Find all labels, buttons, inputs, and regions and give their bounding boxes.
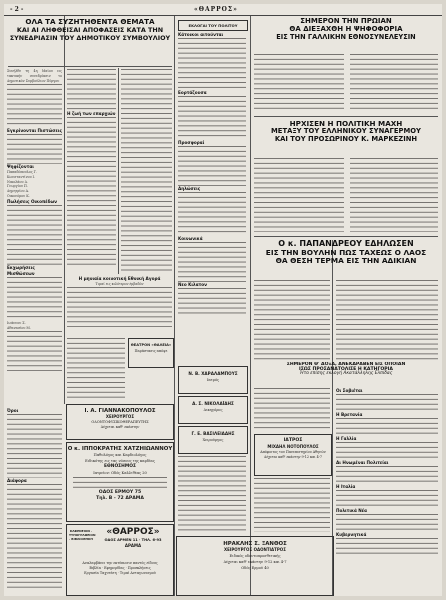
page-number: - 2 - [10, 6, 24, 13]
headline-line: Ο κ. ΠΑΠΑΝΔΡΕΟΥ ΕΔΗΛΩΣΕΝ [278, 240, 414, 248]
article-text-block [178, 456, 246, 532]
headline-line: ΣΗΜΕΡΟΝ Θ' ΔΟΞΑ, ΑΝΕΚΔΡΑΒΕΝ ΕΙΣ ΟΠΟΙΑΝ [286, 362, 406, 367]
masthead [4, 4, 442, 16]
citizen-box [178, 20, 248, 31]
ad-line: Παθολόγος και Καρδιολόγος [93, 453, 147, 457]
ad-line: Βιβλία · Εφημερίδας · Προσκλήσεις [89, 566, 151, 570]
market-title: Η μηνιαία κοινοτική Εθνική Αγορά [78, 276, 161, 281]
article-text-block [336, 514, 438, 532]
article-subhead: Πολιτικά Νέα [336, 508, 367, 513]
article-subhead: Η Βρετανία [336, 412, 363, 417]
ad-title: Ο κ. ΙΠΠΟΚΡΑΤΗΣ ΧΑΤΖΗΙΩΑΝΝΟΥ [67, 446, 173, 452]
ad-title: Ν. Β. ΧΑΡΑΛΑΜΠΟΥΣ [188, 371, 238, 376]
headline-line: ΕΙΣ ΤΗΝ ΓΑΛΛΙΚΗΝ ΕΘΝΟΣΥΝΕΛΕΥΣΙΝ [276, 32, 416, 41]
newspaper-name: «ΘΑΡΡΟΣ» [194, 6, 238, 13]
ad-text: Ιατρός [206, 378, 220, 382]
professional-ad-2 [178, 396, 248, 424]
ad-line: Δέχεται καθ' εκάστην 9-12 και 4-7 [223, 560, 287, 564]
ad-text: Δικηγόρος [203, 408, 223, 412]
ad-title: ΘΕΑΤΡΟΝ «ΘΑΛΕΙΑ» [130, 343, 172, 347]
ad-title: Γ. Ε. ΒΑΣΙΛΕΙΑΔΗΣ [191, 431, 235, 436]
box-title: ΕΚΛΟΓΑΙ ΤΟΥ ΠΟΛΙΤΟΥ [188, 23, 238, 28]
doctor-ad-chatzioannou [66, 442, 174, 522]
professional-ad-1 [178, 366, 248, 394]
ad-title: ΗΡΑΚΛΗΣ Σ. ΞΑΝΘΟΣ [223, 541, 287, 547]
second-column [67, 69, 116, 274]
headline-line: ΘΑ ΘΕΣΗ ΤΕΡΜΑ ΕΙΣ ΤΗΝ ΑΔΙΚΙΑΝ [275, 256, 417, 266]
headline-line: ΙΣΩΣ ΠΡΟΣΑΝΑΤΟΛΙΣΕ Η ΚΑΤΗΓΟΡΙΑ [299, 367, 393, 373]
ad-line: Αναλαμβάνει την εκτύπωσιν παντός είδους [82, 561, 158, 565]
ad-title: ΙΑΤΡΟΣ [283, 438, 303, 443]
article-subhead: Νεο Κιλατον [178, 282, 207, 287]
article-text-block [254, 158, 344, 232]
article-text-block [178, 38, 246, 90]
headline-sub: Ήτο επίσης εκλογή Ακατάλληλης Ελπίδας [299, 371, 393, 377]
article-subhead: Προσφοραί [178, 140, 205, 145]
article-text-block [7, 277, 62, 321]
dentist-ad-xanthos [176, 536, 334, 596]
professional-ad-3 [178, 426, 248, 454]
assembly-vote-body [254, 54, 438, 114]
ad-line: ΕΘΝΟΣΗΜΟΣ [104, 464, 136, 469]
printing-shop-ad [66, 524, 174, 596]
second-column-lower [67, 338, 125, 400]
doctor-ad-notopoulos [254, 434, 332, 476]
list-item: Παπαδόπουλος Γ. [7, 169, 37, 174]
article-subhead: Αι Ηνωμέναι Πολιτείαι [336, 460, 389, 465]
ad-line: Ιατρείον: Οδός Καλλιθέας 20 [93, 471, 147, 475]
list-item: Νικολάου Δ. [7, 179, 29, 184]
headline-line: ΘΑ ΔΙΕΞΑΧΘΗ Η ΨΗΦΟΦΟΡΙΑ [289, 24, 403, 33]
article-subhead: Δηλώσεις [178, 186, 201, 191]
ad-line: Τηλ. Β - 72 ΔΡΑΜΑ [96, 496, 144, 501]
article-subhead: Κοινωνικά [178, 236, 203, 241]
article-subhead: Εγκρίνονται Πιστώσεις [7, 127, 62, 133]
article-text-block [7, 134, 62, 164]
ad-line: Δέχεται καθ' εκάστην [100, 424, 140, 429]
political-battle-headline [254, 120, 438, 156]
article-text-block [7, 331, 62, 371]
papandreou-body-left [254, 280, 330, 360]
column-rule [250, 16, 251, 596]
ad-line: Ειδικότης εις τας νόσους της καρδίας [85, 459, 155, 463]
article-intro: Συνήλθε τη 4η Μαΐου εις τακτικήν συνεδρίασιν το Δημοτικόν Συμβούλιον Πύργου [7, 69, 62, 83]
article-text-block [336, 394, 438, 412]
article-text-block [254, 478, 330, 532]
ad-line: Απόφοιτος του Πανεπιστημίου Αθηνών [260, 450, 326, 454]
article-text-block [254, 280, 330, 360]
article-text-block [7, 414, 62, 478]
headline-line: ΚΑΙ ΑΙ ΛΗΦΘΕΙΣΑΙ ΑΠΟΦΑΣΕΙΣ ΚΑΤΑ ΤΗΝ [16, 26, 164, 35]
ad-text: Παράστασις απόψε [134, 349, 168, 353]
news-column-3 [178, 32, 246, 362]
article-subhead: Εορτάζουσα [178, 90, 207, 95]
list-item: Κωνσταντίνου Ι. [7, 174, 35, 179]
price-table [67, 287, 172, 327]
headline-line: ΗΡΧΙΣΕΝ Η ΠΟΛΙΤΙΚΗ ΜΑΧΗ [289, 120, 403, 128]
political-battle-body [254, 158, 438, 234]
article-text-block [67, 117, 116, 267]
column-rule [174, 16, 175, 596]
section-rule [254, 236, 438, 237]
list-item: Δημητρίου Α. [7, 189, 29, 194]
headline-line: ΚΑΙ ΤΟΥ ΠΡΟΣΩΡΙΝΟΥ Κ. ΜΑΡΚΕΖΙΝΗ [274, 134, 418, 143]
headline-rule [8, 66, 172, 67]
ad-line: Ειδικός οδοντοπροσθετικής [229, 554, 281, 558]
ad-line: ΟΔΟΣ ΕΡΜΟΥ 75 [98, 490, 142, 495]
ad-title: Α. Σ. ΝΙΚΟΛΑΪΔΗΣ [192, 401, 234, 406]
news-column-3-lower [178, 456, 246, 532]
article-text-block [121, 69, 172, 274]
article-text-block [178, 242, 246, 282]
article-text-block [7, 484, 62, 588]
list-item: Οικονόμου Κ. [7, 194, 30, 199]
article-text-block [178, 146, 246, 186]
article-subhead: Κάτοικοι αιτούνται [178, 32, 224, 37]
article-subhead: Ψηφίζονται [7, 163, 34, 169]
article-text-block [350, 158, 438, 232]
article-text-block [336, 280, 438, 360]
section-rule [254, 116, 438, 117]
headline-line: ΣΥΝΕΔΡΙΑΣΙΝ ΤΟΥ ΔΗΜΟΤΙΚΟΥ ΣΥΜΒΟΥΛΙΟΥ [9, 34, 171, 43]
article-text-block [254, 388, 330, 432]
assembly-vote-headline [254, 18, 438, 52]
article-text-block [178, 288, 246, 316]
article-subhead: Οι Σοβιέται [336, 388, 363, 393]
article-subhead: Η Γαλλία [336, 436, 357, 441]
market-subtitle: Τιμαί εις κιλότερον έμβαδόν [95, 282, 144, 286]
right-lower-right-column [336, 388, 438, 594]
article-text-block [336, 538, 438, 554]
headline-line: ΕΙΣ ΤΗΝ ΒΟΥΛΗΝ ΠΩΣ ΤΑΧΕΩΣ Ο ΛΑΟΣ [265, 247, 427, 257]
article-text-block [336, 418, 438, 436]
article-text-block [178, 192, 246, 236]
article-subhead: Η Ιταλία [336, 484, 356, 489]
papandreou-body-right [336, 280, 438, 360]
article-subhead: Η ζωή των επαρχιών [67, 111, 116, 116]
list-item: Ιωάννου Σ. [7, 321, 26, 326]
ad-city: ΔΡΑΜΑ [124, 543, 142, 548]
council-article-headline [8, 18, 172, 66]
article-text-block [254, 54, 344, 112]
ad-title: Ι. Α. ΓΙΑΝΝΑΚΟΠΟΥΛΟΣ [84, 408, 156, 414]
ad-name: ΜΙΧΑΗΛ ΝΟΤΟΠΟΥΛΟΣ [267, 444, 319, 449]
headline-line: ΟΛΑ ΤΑ ΣΥΖΗΤΗΘΕΝΤΑ ΘΕΜΑΤΑ [25, 18, 155, 26]
article-text-block [67, 338, 125, 400]
list-item: Αθανασίου Μ. [7, 326, 31, 331]
article-text-block [350, 54, 438, 112]
article-text-block [7, 84, 62, 128]
accusation-body [254, 388, 330, 432]
papandreou-headline [254, 240, 438, 276]
ad-line: Δέχεται καθ' εκάστην 9-12 και 4-7 [264, 454, 322, 459]
article-text-block [178, 96, 246, 140]
article-text-block [336, 466, 438, 484]
ad-title: «ΘΑΡΡΟΣ» [106, 527, 160, 537]
ad-text: Χειρούργος [202, 438, 224, 442]
article-text-block [7, 205, 62, 265]
article-text-block [67, 69, 116, 111]
list-item: Γεωργίου Π. [7, 184, 28, 189]
article-subhead: Πωλήσεις Οικοπέδων [7, 199, 57, 205]
ad-line: Οδός Ερμού 40 [241, 566, 269, 570]
column-rule [118, 68, 119, 274]
newspaper-page [4, 4, 442, 596]
market-prices-section [67, 276, 172, 334]
accusation-headline [254, 362, 438, 386]
theater-ad [128, 338, 174, 368]
article-subhead: Διάφορα [7, 478, 27, 483]
headline-line: ΣΗΜΕΡΟΝ ΤΗΝ ΠΡΩΪΑΝ [300, 18, 392, 25]
ad-line: ΟΔΟΝΤΟΦΥΣΙΚΟΘΕΡΑΠΕΥΤΗΣ [91, 420, 149, 424]
ad-subtitle: ΧΕΙΡΟΥΡΓΟΣ [105, 414, 135, 419]
left-lower-column [7, 408, 62, 594]
ad-subtitle: ΧΕΙΡΟΥΡΓΟΣ ΟΔΟΝΤΙΑΤΡΟΣ [224, 547, 286, 552]
article-subhead: Όροι [7, 408, 19, 413]
council-article-column [7, 69, 62, 404]
third-column [121, 69, 172, 274]
ad-address: ΟΔΟΣ ΑΡΜΕΝ 11 · ΤΗΛ. 6-93 [104, 538, 162, 542]
article-subhead: Κυβερνητικά [336, 532, 367, 537]
doctor-ad-giannakopoulos [66, 404, 174, 440]
ad-text-block [73, 477, 167, 489]
article-text-block [336, 490, 438, 508]
headline-line: ΜΕΤΑΞΥ ΤΟΥ ΕΛΛΗΝΙΚΟΥ ΣΥΝΑΓΕΡΜΟΥ [271, 127, 421, 136]
ad-left-label: ΚΑΦΕΝΕΙΟΝ · ΤΥΠΟΓΡΑΦΕΙΟΝ · ΒΙΒΛΙΟΘΗΚΗ [69, 529, 96, 541]
article-subhead: Εκχωρήσεις Μισθώσεων [7, 265, 35, 277]
right-lower-left-column [254, 478, 330, 532]
ad-line: Εργασία Ταχυτάτη · Τιμαί Ανταγωνισμού [84, 571, 156, 575]
article-text-block [336, 442, 438, 460]
column-rule [64, 16, 65, 404]
